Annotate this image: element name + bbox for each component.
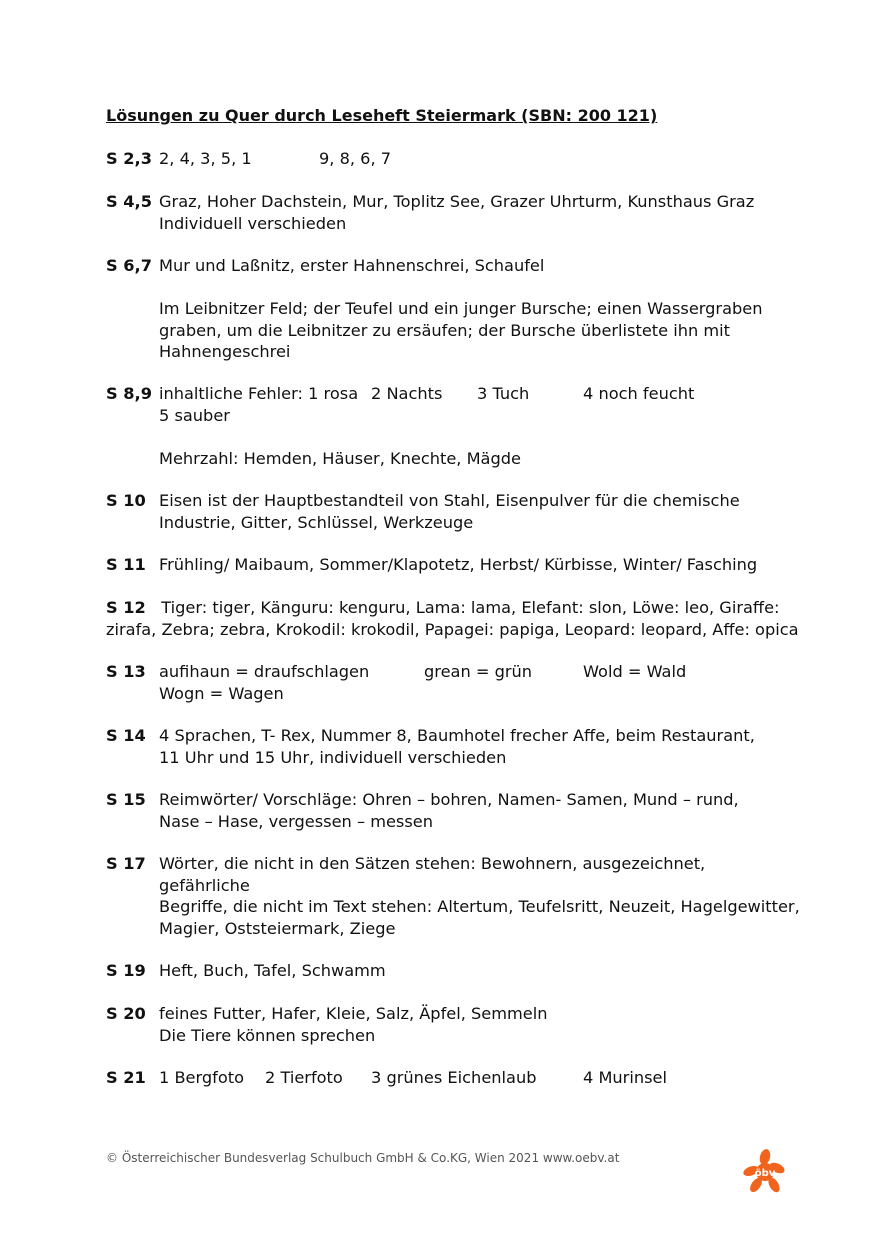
answer-part: grean = grün — [424, 662, 533, 681]
entry-line: Individuell verschieden — [159, 213, 347, 233]
answer-part: 2 Tierfoto — [265, 1068, 343, 1087]
copyright-footer: © Österreichischer Bundesverlag Schulbuch GmbH & Co.KG, Wien 2021 www.oebv.at — [106, 1151, 620, 1165]
page-title: Lösungen zu Quer durch Leseheft Steiermark (SBN: 200 121) — [106, 106, 658, 125]
entry-s67 — [106, 255, 796, 363]
answer-part: Wold = Wald — [583, 662, 687, 681]
answer-part: 4 noch feucht — [583, 384, 695, 403]
entry-label: S 14 — [106, 726, 146, 745]
entry-line: graben, um die Leibnitzer zu ersäufen; der Bursche überlistete ihn mit — [159, 320, 731, 340]
entry-label: S 13 — [106, 662, 146, 681]
entry-s15 — [106, 789, 796, 832]
entry-label: S 2,3 — [106, 149, 152, 168]
entry-label: S 19 — [106, 961, 146, 980]
entry-line: Magier, Oststeiermark, Ziege — [159, 918, 396, 938]
entry-s13 — [106, 661, 796, 704]
entry-line: Im Leibnitzer Feld; der Teufel und ein junger Bursche; einen Wassergraben — [159, 299, 763, 318]
entry-line: gefährliche — [159, 875, 250, 895]
entry-line — [106, 597, 796, 619]
entry-line: Mur und Laßnitz, erster Hahnenschrei, Schaufel — [159, 256, 545, 275]
entry-line: Industrie, Gitter, Schlüssel, Werkzeuge — [159, 512, 474, 532]
entry-line: Die Tiere können sprechen — [159, 1025, 376, 1045]
entry-label: S 20 — [106, 1004, 146, 1023]
entry-line: 5 sauber — [159, 405, 230, 425]
entry-s45 — [106, 191, 796, 234]
entry-label: S 4,5 — [106, 192, 152, 211]
answer-part: 2, 4, 3, 5, 1 — [159, 149, 252, 168]
entry-s19 — [106, 960, 796, 982]
entry-line: Graz, Hoher Dachstein, Mur, Toplitz See, Grazer Uhrturm, Kunsthaus Graz — [159, 192, 755, 211]
entry-line: 11 Uhr und 15 Uhr, individuell verschieden — [159, 747, 507, 767]
answer-part: 2 Nachts — [371, 384, 443, 403]
answer-part: 1 Bergfoto — [159, 1068, 245, 1087]
entry-text: Tiger: tiger, Känguru: kenguru, Lama: lama, Elefant: slon, Löwe: leo, Giraffe: — [161, 598, 780, 617]
entry-line: Mehrzahl: Hemden, Häuser, Knechte, Mägde — [159, 448, 521, 468]
entry-line: Reimwörter/ Vorschläge: Ohren – bohren, Namen- Samen, Mund – rund, — [159, 790, 739, 809]
entry-line — [159, 383, 796, 405]
entry-s12 — [106, 597, 799, 640]
entry-line: Wörter, die nicht in den Sätzen stehen: Bewohnern, ausgezeichnet, — [159, 854, 706, 873]
entry-label: S 10 — [106, 491, 146, 510]
entry-s21 — [106, 1067, 796, 1089]
logo-text: öbv — [754, 1168, 776, 1179]
entry-line: 4 Sprachen, T- Rex, Nummer 8, Baumhotel frecher Affe, beim Restaurant, — [159, 726, 755, 745]
entry-line: Eisen ist der Hauptbestandteil von Stahl, Eisenpulver für die chemische — [159, 491, 740, 510]
entry-label: S 12 — [106, 598, 146, 617]
entry-label: S 21 — [106, 1068, 146, 1087]
entry-line: zirafa, Zebra; zebra, Krokodil: krokodil, Papagei: papiga, Leopard: leopard, Affe: opica — [106, 619, 799, 639]
entry-line: Frühling/ Maibaum, Sommer/Klapotetz, Herbst/ Kürbisse, Winter/ Fasching — [159, 555, 758, 574]
entry-label: S 6,7 — [106, 256, 152, 275]
entry-s17 — [106, 853, 800, 939]
entry-text — [159, 148, 796, 170]
entry-line: Heft, Buch, Tafel, Schwamm — [159, 961, 386, 980]
entry-label: S 15 — [106, 790, 146, 809]
answer-part: 3 grünes Eichenlaub — [371, 1068, 537, 1087]
answer-part: 3 Tuch — [477, 384, 530, 403]
entry-s11 — [106, 554, 796, 576]
entry-line: Begriffe, die nicht im Text stehen: Altertum, Teufelsritt, Neuzeit, Hagelgewitter, — [159, 897, 800, 916]
entry-s10 — [106, 490, 796, 533]
entry-label: S 8,9 — [106, 384, 152, 403]
entry-s14 — [106, 725, 796, 768]
answer-part: 4 Murinsel — [583, 1068, 667, 1087]
answer-part: inhaltliche Fehler: 1 rosa — [159, 384, 359, 403]
entry-s89 — [106, 383, 796, 469]
entry-s23 — [106, 148, 796, 170]
entry-line — [159, 661, 796, 683]
answer-part: aufihaun = draufschlagen — [159, 662, 370, 681]
entry-line: Hahnengeschrei — [159, 342, 291, 361]
entry-label: S 17 — [106, 854, 146, 873]
entry-s20 — [106, 1003, 796, 1046]
answer-part: 9, 8, 6, 7 — [319, 149, 392, 168]
entry-line — [159, 1067, 796, 1089]
entry-line: feines Futter, Hafer, Kleie, Salz, Äpfel, Semmeln — [159, 1004, 548, 1023]
entry-line: Wogn = Wagen — [159, 683, 284, 703]
oebv-logo-icon — [742, 1148, 788, 1194]
entry-label: S 11 — [106, 555, 146, 574]
entry-line: Nase – Hase, vergessen – messen — [159, 811, 434, 831]
